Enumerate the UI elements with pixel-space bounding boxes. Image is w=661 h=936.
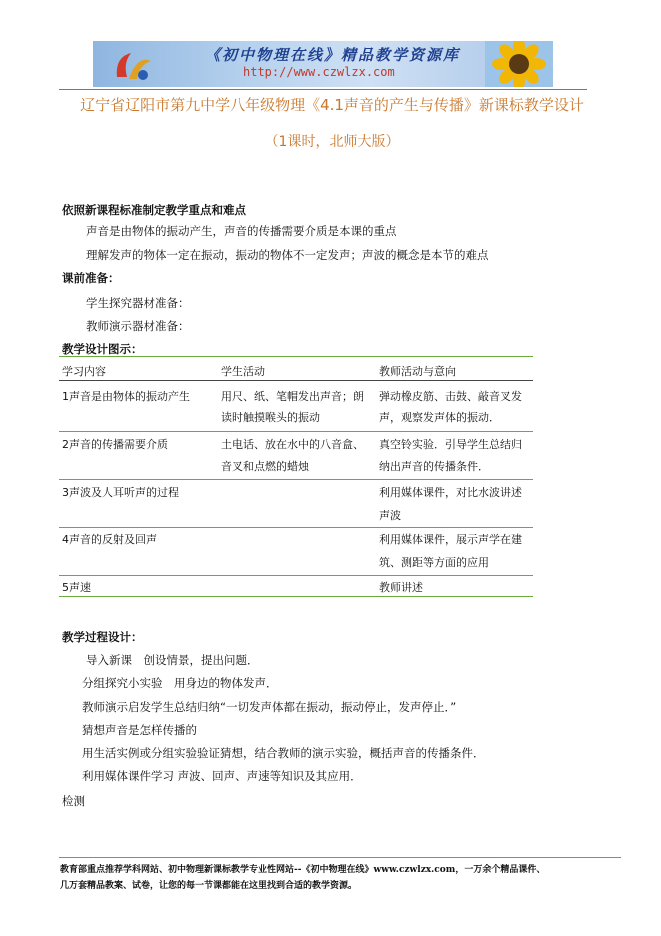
banner-url: http://www.czwlzx.com — [243, 65, 395, 79]
table-rule — [59, 380, 533, 381]
table-cell: 利用媒体课件，对比水波讲述 — [379, 486, 522, 499]
table-cell: 真空铃实验．引导学生总结归 — [379, 438, 522, 451]
table-rule — [59, 596, 533, 597]
design-heading: 教学设计图示： — [62, 342, 143, 356]
table-cell: 声，观察发声体的振动． — [379, 411, 500, 424]
table-cell: 用尺、纸、笔帽发出声音；朗 — [221, 390, 364, 403]
key-points-heading: 依照新课程标准制定教学重点和难点 — [62, 203, 246, 217]
footer-line: 几万套精品教案、试卷，让您的每一节课都能在这里找到合适的教学资源。 — [60, 881, 358, 891]
table-cell: 声波 — [379, 509, 401, 522]
process-step: 用生活实例或分组实验验证猜想，结合教师的演示实验，概括声音的传播条件． — [82, 746, 485, 760]
footer-divider — [59, 857, 621, 858]
process-step: 猜想声音是怎样传播的 — [82, 723, 197, 737]
table-header-content: 学习内容 — [62, 365, 106, 378]
table-cell: 弹动橡皮筋、击鼓、敲音叉发 — [379, 390, 522, 403]
difficult-point-text: 理解发声的物体一定在振动，振动的物体不一定发声；声波的概念是本节的难点 — [86, 248, 489, 262]
footer-line: 教育部重点推荐学科网站、初中物理新课标教学专业性网站--《初中物理在线》www.czwlzx.com，一万余个精品课件、 — [60, 865, 546, 875]
page-footer — [60, 862, 620, 894]
table-rule — [59, 527, 533, 528]
key-point-text: 声音是由物体的振动产生，声音的传播需要介质是本课的重点 — [86, 224, 397, 238]
process-step: 利用媒体课件学习 声波、回声、声速等知识及其应用． — [82, 769, 362, 783]
process-step: 分组探究小实验 用身边的物体发声． — [82, 676, 278, 690]
table-header-teacher: 教师活动与意向 — [379, 365, 456, 378]
table-cell: 5声速 — [62, 581, 91, 594]
process-heading: 教学过程设计： — [62, 630, 143, 644]
table-cell: 音叉和点燃的蜡烛 — [221, 460, 309, 473]
process-step: 教师演示启发学生总结归纳“一切发声体都在振动，振动停止，发声停止．” — [82, 700, 457, 714]
table-cell: 2声音的传播需要介质 — [62, 438, 168, 451]
header-divider — [59, 89, 587, 90]
document-title: 辽宁省辽阳市第九中学八年级物理《4.1声音的产生与传播》新课标教学设计 — [80, 96, 584, 114]
document-subtitle: （1课时，北师大版） — [264, 134, 400, 150]
table-cell: 1声音是由物体的振动产生 — [62, 390, 190, 403]
sunflower-icon — [485, 41, 553, 87]
table-rule — [59, 356, 533, 357]
site-banner — [93, 41, 553, 87]
table-cell: 纳出声音的传播条件． — [379, 460, 489, 473]
table-rule — [59, 575, 533, 576]
table-rule — [59, 479, 533, 480]
student-materials: 学生探究器材准备： — [86, 296, 190, 310]
table-cell: 土电话、放在水中的八音盒、 — [221, 438, 364, 451]
banner-title: 《初中物理在线》精品教学资源库 — [205, 46, 461, 64]
table-cell: 筑、测距等方面的应用 — [379, 556, 489, 569]
process-step: 导入新课 创设情景，提出问题． — [86, 653, 259, 667]
table-cell: 利用媒体课件，展示声学在建 — [379, 533, 522, 546]
table-cell: 4声音的反射及回声 — [62, 533, 157, 546]
table-cell: 教师讲述 — [379, 581, 423, 594]
prep-heading: 课前准备： — [62, 271, 120, 285]
table-cell: 3声波及人耳听声的过程 — [62, 486, 179, 499]
teacher-materials: 教师演示器材准备： — [86, 319, 190, 333]
table-cell: 读时触摸喉头的振动 — [221, 411, 320, 424]
table-rule — [59, 431, 533, 432]
site-logo-icon — [111, 47, 155, 83]
table-header-student: 学生活动 — [221, 365, 265, 378]
process-step: 检测 — [62, 794, 85, 808]
